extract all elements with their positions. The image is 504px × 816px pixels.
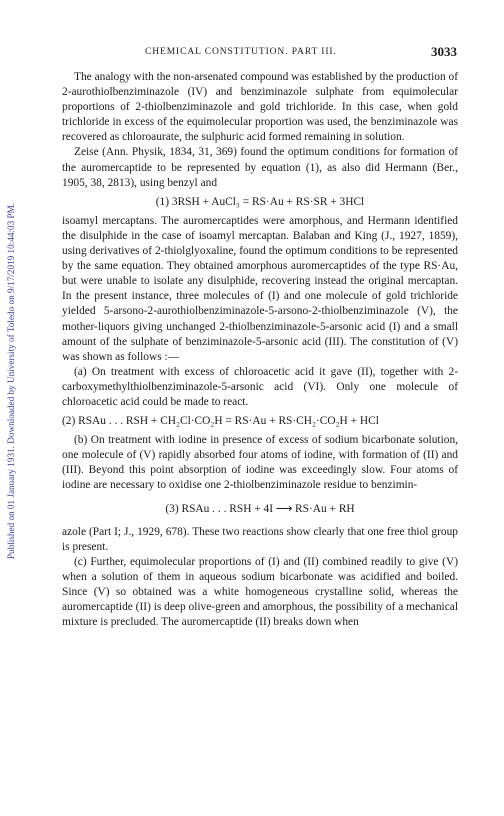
page-number: 3033 [431, 44, 457, 59]
paragraph-3: isoamyl mercaptans. The auromercaptides were amorphous, and Hermann identified the disulphide in the case of isoamyl mercaptan. Balaban and King (J., 1927, 1859), using derivatives of 2-thiolglyoxaline, found the optimum conditions to be represented by the same equation. They obtained amorphous auromercaptides of the type RS·Au, but were unable to isolate any disulphide, recovering instead the original mercaptan. In the present instance, three molecules of (I) and one molecule of gold trichloride yielded 5-arsono-2-aurothiolbenziminazole-5-arsono-2-thiolbenziminazole (V), the mother-liquors giving unchanged 2-thiolbenziminazole-5-arsonic acid (I) and a small amount of the sulphate of benziminazole-5-arsonic acid (III). The constitution of (V) was shown as follows :— [62, 214, 458, 363]
paragraph-1: The analogy with the non-arsenated compound was established by the production of 2-aurothiolbenziminazole (IV) and benziminazole sulphate from equimolecular proportions of 2-thiolbenziminazole and gold trichloride. In this case, when gold trichloride in excess of the equimolecular proportion was used, the benziminazole was recovered as chloroaurate, the sulphuric acid formed remaining in solution. [62, 71, 458, 144]
page-header [55, 46, 457, 62]
paragraph-7: (c) Further, equimolecular proportions of (I) and (II) combined readily to give (V) when a solution of them in aqueous sodium bicarbonate was acidified and boiled. Since (V) so obtained was a white homogeneous crystalline solid, whereas the auromercaptide (II) is deep olive-green and amorphous, the possibility of a mechanical mixture is precluded. The auromercaptide (II) breaks down when [62, 555, 458, 629]
paragraph-5: (b) On treatment with iodine in presence of excess of sodium bicarbonate solution, one molecule of (V) rapidly absorbed four atoms of iodine, with formation of (II) and (III). Beyond this point absorption of iodine was exceedingly slow. Four atoms of iodine are necessary to oxidise one 2-thiolbenziminazole residue to benzimin- [62, 434, 458, 492]
paragraph-2: Zeise (Ann. Physik, 1834, 31, 369) found the optimum conditions for formation of the auromercaptide to be represented by equation (1), as also did Hermann (Ber., 1905, 38, 2813), using benzyl and [62, 146, 458, 189]
equation-2: (2) RSAu . . . RSH + CH₂Cl·CO₂H = RS·Au + RS·CH₂·CO₂H + HCl [62, 415, 379, 428]
paragraph-6: azole (Part I; J., 1929, 678). These two reactions show clearly that one free thiol group is present. [62, 525, 458, 553]
download-watermark [4, 86, 18, 676]
running-head: CHEMICAL CONSTITUTION. PART III. [145, 47, 337, 57]
download-watermark-text: Published on 01 January 1931. Downloaded by University of Toledo on 9/17/2019 10:44:03 PM. [6, 202, 16, 560]
equation-1: (1) 3RSH + AuCl₃ = RS·Au + RS·SR + 3HCl [155, 195, 365, 208]
equation-3: (3) RSAu . . . RSH + 4I ⟶ RS·Au + RH [165, 502, 355, 515]
article-body [62, 70, 458, 630]
paragraph-4: (a) On treatment with excess of chloroacetic acid it gave (II), together with 2-carboxymethylthiolbenziminazole-5-arsonic acid (VI). Only one molecule of chloroacetic acid could be made to react. [62, 365, 458, 408]
